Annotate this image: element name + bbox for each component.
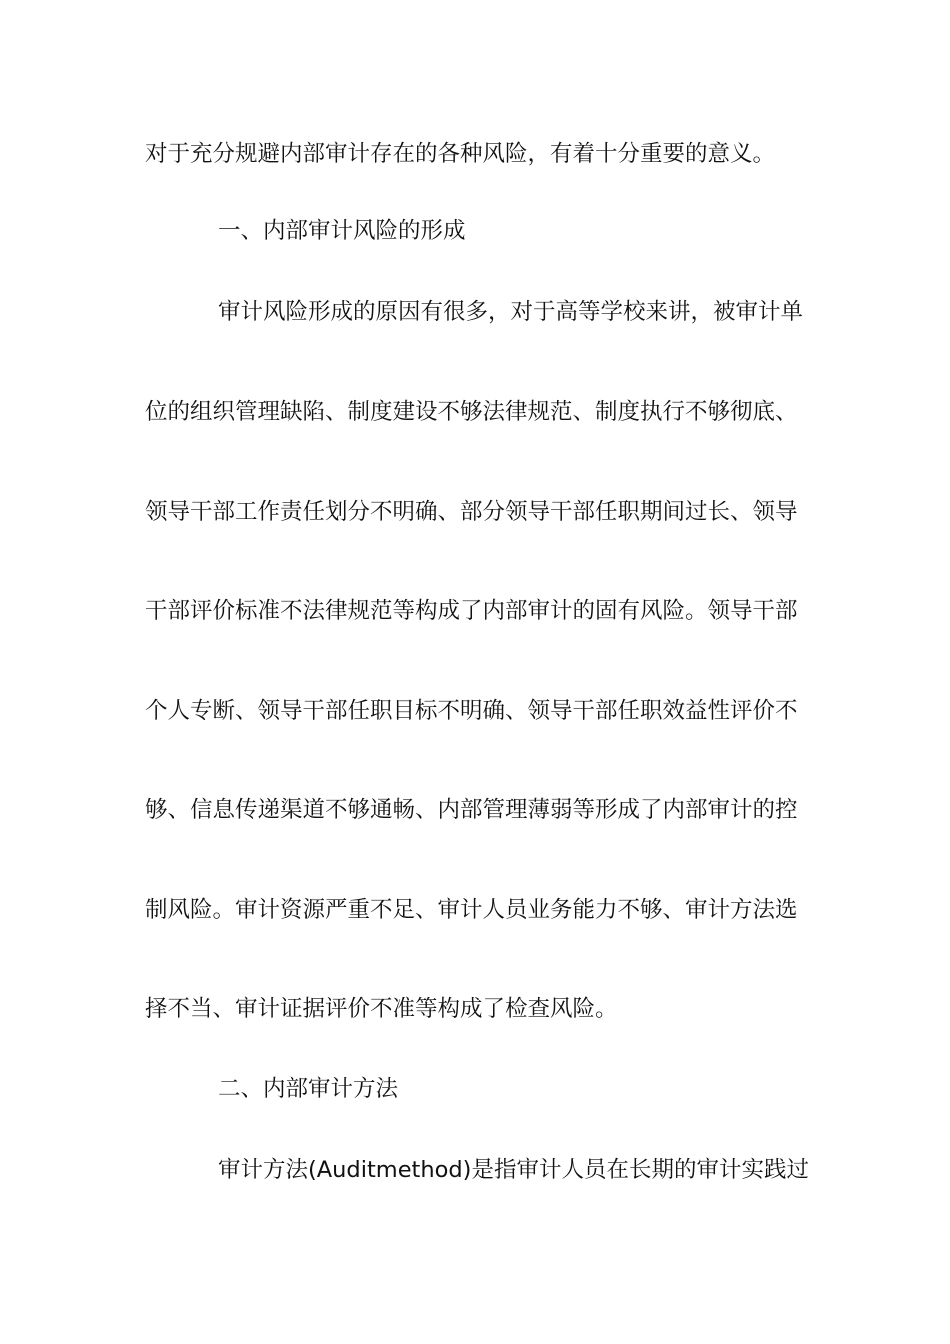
section-heading-1: 一、内部审计风险的形成 (218, 218, 466, 244)
paragraph-line: 择不当、审计证据评价不准等构成了检查风险。 (145, 996, 618, 1022)
section-heading-2: 二、内部审计方法 (218, 1076, 399, 1102)
paragraph-line: 够、信息传递渠道不够通畅、内部管理薄弱等形成了内部审计的控 (145, 797, 798, 823)
paragraph-line: 审计方法(Auditmethod)是指审计人员在长期的审计实践过 (218, 1157, 809, 1183)
paragraph-line: 领导干部工作责任划分不明确、部分领导干部任职期间过长、领导 (145, 499, 798, 525)
paragraph-line-continuation: 对于充分规避内部审计存在的各种风险，有着十分重要的意义。 (145, 141, 776, 167)
paragraph-line: 位的组织管理缺陷、制度建设不够法律规范、制度执行不够彻底、 (145, 399, 798, 425)
paragraph-line: 制风险。审计资源严重不足、审计人员业务能力不够、审计方法选 (145, 897, 798, 923)
paragraph-line: 审计风险形成的原因有很多，对于高等学校来讲，被审计单 (218, 299, 804, 325)
paragraph-line: 个人专断、领导干部任职目标不明确、领导干部任职效益性评价不 (145, 698, 798, 724)
paragraph-line: 干部评价标准不法律规范等构成了内部审计的固有风险。领导干部 (145, 598, 798, 624)
